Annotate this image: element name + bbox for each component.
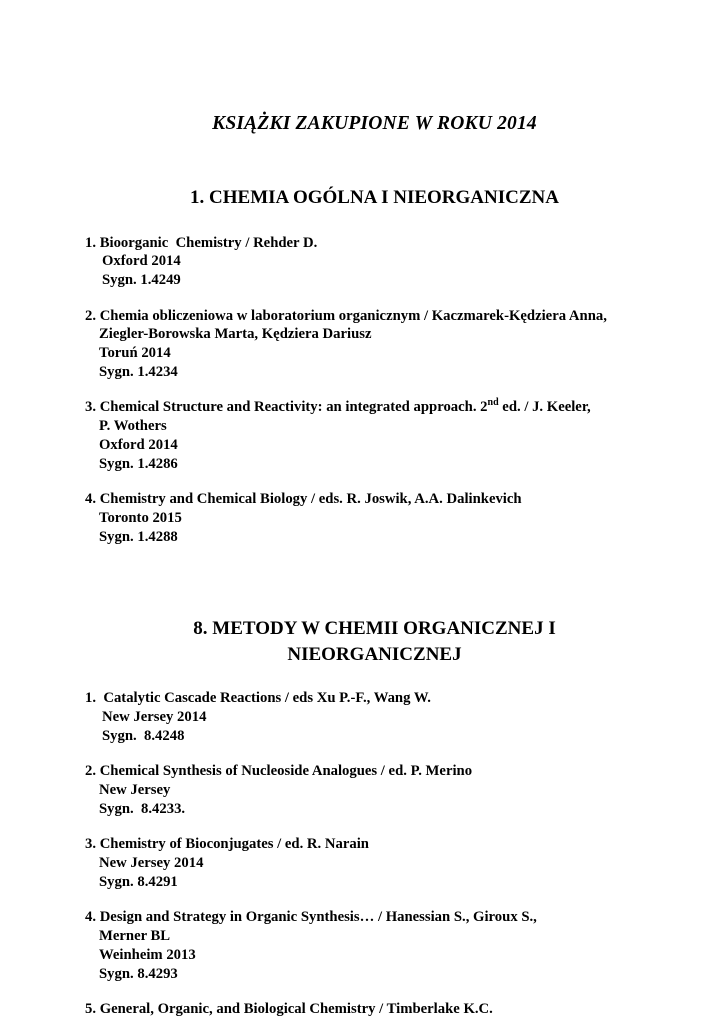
entry-line: Sygn. 1.4286 xyxy=(99,455,178,472)
entry-list-section-8 xyxy=(85,689,664,1018)
entry-line-prefix: 3. Chemical Structure and Reactivity: an integrated approach. 2 xyxy=(85,399,488,416)
entry-line: 2. Chemical Synthesis of Nucleoside Analogues / ed. P. Merino xyxy=(85,763,473,780)
entry-line: New Jersey 2014 xyxy=(99,854,204,871)
entry-line: 5. General, Organic, and Biological Chemistry / Timberlake K.C. xyxy=(85,1000,493,1017)
entry-line: Oxford 2014 xyxy=(99,436,178,453)
page-title: KSIĄŻKI ZAKUPIONE W ROKU 2014 xyxy=(212,113,537,134)
list-item xyxy=(85,908,664,983)
entry-line: New Jersey xyxy=(99,782,171,799)
entry-line: 4. Design and Strategy in Organic Synthesis… / Hanessian S., Giroux S., xyxy=(85,909,537,926)
entry-line: Sygn. 1.4288 xyxy=(99,528,178,545)
entry-line: Weinheim 2013 xyxy=(99,946,196,963)
entry-line: Sygn. 8.4248 xyxy=(102,727,185,744)
entry-line: New Jersey 2014 xyxy=(102,709,207,726)
entry-line: Ziegler-Borowska Marta, Kędziera Dariusz xyxy=(99,326,372,343)
entry-list-section-1 xyxy=(85,234,664,547)
entry-line-with-superscript xyxy=(85,398,664,417)
list-item xyxy=(85,689,664,745)
entry-line-suffix: ed. / J. Keeler, xyxy=(498,399,591,416)
entry-line: 2. Chemia obliczeniowa w laboratorium organicznym / Kaczmarek-Kędziera Anna, xyxy=(85,307,607,324)
entry-line: Sygn. 1.4234 xyxy=(99,364,178,381)
entry-line: Merner BL xyxy=(99,927,171,944)
list-item xyxy=(85,490,664,546)
entry-line: P. Wothers xyxy=(99,418,167,435)
entry-line: Sygn. 8.4293 xyxy=(99,965,178,982)
entry-line: Sygn. 8.4233. xyxy=(99,800,186,817)
entry-line: 1. Catalytic Cascade Reactions / eds Xu P.-F., Wang W. xyxy=(85,690,431,707)
list-item xyxy=(85,234,664,290)
list-item xyxy=(85,307,664,382)
entry-line: Oxford 2014 xyxy=(102,253,181,270)
list-item xyxy=(85,1000,664,1019)
entry-line: Sygn. 1.4249 xyxy=(102,272,181,289)
entry-line: Toruń 2014 xyxy=(99,345,171,362)
list-item xyxy=(85,398,664,473)
entry-line: 1. Bioorganic Chemistry / Rehder D. xyxy=(85,234,318,251)
list-item xyxy=(85,762,664,818)
list-item xyxy=(85,835,664,891)
section-heading-1: 1. CHEMIA OGÓLNA I NIEORGANICZNA xyxy=(190,187,559,208)
entry-line: 4. Chemistry and Chemical Biology / eds. R. Joswik, A.A. Dalinkevich xyxy=(85,491,522,508)
entry-line: Toronto 2015 xyxy=(99,509,182,526)
superscript-ordinal: nd xyxy=(487,397,499,409)
entry-line: 3. Chemistry of Bioconjugates / ed. R. Narain xyxy=(85,836,369,853)
entry-line: Sygn. 8.4291 xyxy=(99,873,178,890)
section-heading-8: 8. METODY W CHEMII ORGANICZNEJ I NIEORGANICZNEJ xyxy=(193,618,556,665)
